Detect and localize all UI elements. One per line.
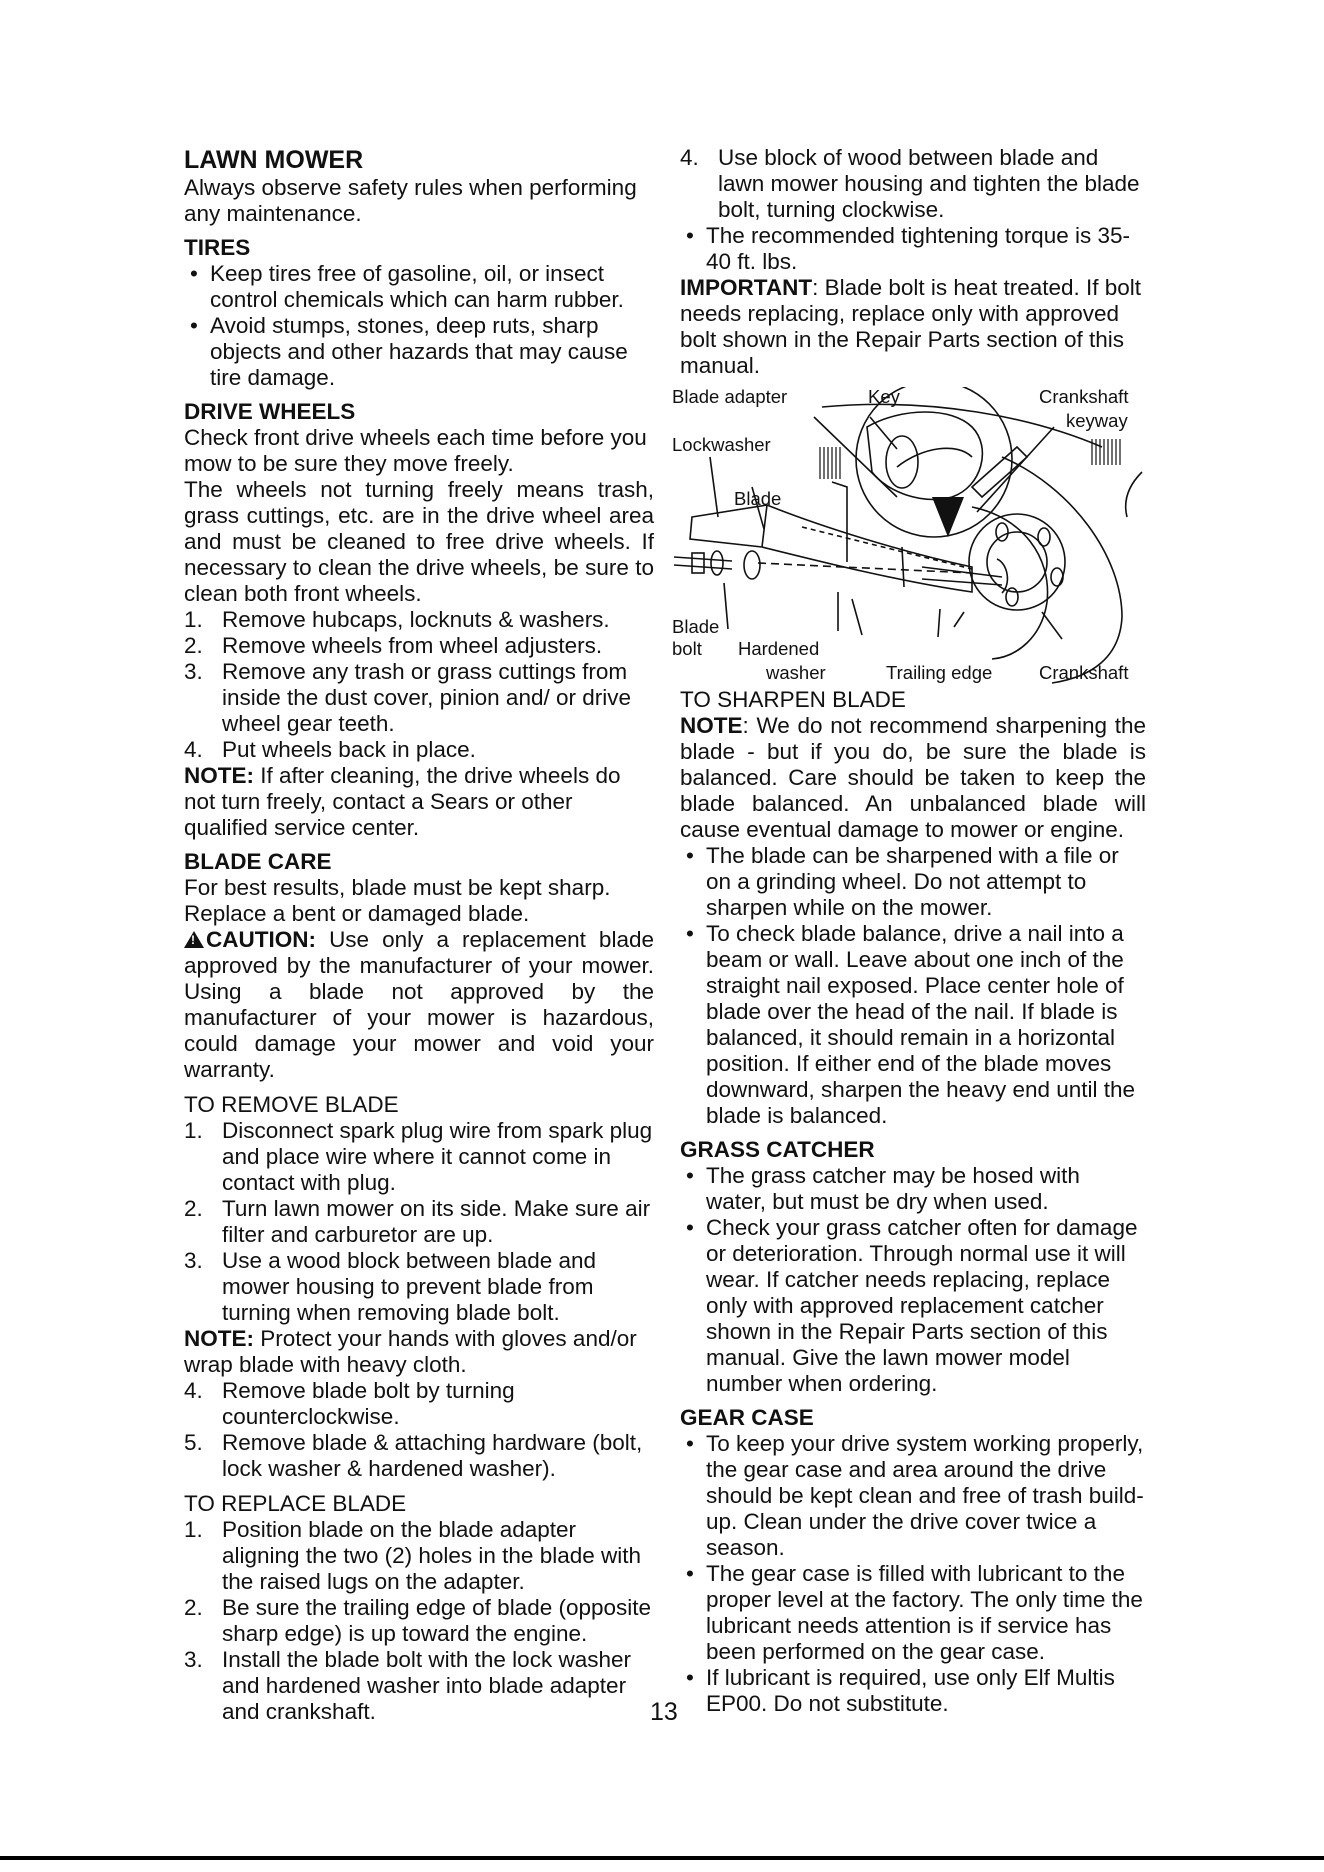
label-trailing-edge: Trailing edge	[886, 662, 993, 683]
list-item: • The blade can be sharpened with a file or on a grinding wheel. Do not attempt to sharpen while on the mower.	[680, 843, 1146, 921]
sharpen-blade-heading: TO SHARPEN BLADE	[680, 687, 906, 712]
left-column	[184, 145, 654, 1725]
label-key: Key	[868, 386, 900, 407]
list-item: 1. Disconnect spark plug wire from spark plug and place wire where it cannot come in contact with plug.	[184, 1118, 653, 1195]
list-item: 3. Use a wood block between blade and mower housing to prevent blade from turning when removing blade bolt.	[184, 1248, 597, 1325]
remove-blade-heading: TO REMOVE BLADE	[184, 1092, 399, 1117]
blade-care-para: For best results, blade must be kept sharp. Replace a bent or damaged blade.	[184, 875, 611, 926]
label-blade-bolt-2: bolt	[672, 638, 702, 659]
label-blade-adapter: Blade adapter	[672, 386, 788, 407]
right-column	[672, 145, 1146, 1717]
list-item: • If lubricant is required, use only Elf Multis EP00. Do not substitute.	[680, 1665, 1146, 1717]
list-item: • To keep your drive system working properly, the gear case and area around the drive should be kept clean and free of trash build-up. Clean under the drive cover twice a season.	[680, 1431, 1146, 1561]
list-item: • Avoid stumps, stones, deep ruts, sharp objects and other hazards that may cause tire damage.	[184, 313, 654, 391]
drive-wheels-para1: Check front drive wheels each time before you mow to be sure they move freely.	[184, 425, 647, 476]
list-item: 2. Turn lawn mower on its side. Make sure air filter and carburetor are up.	[184, 1196, 651, 1247]
grass-catcher-list	[680, 1163, 1146, 1397]
list-item: 3. Remove any trash or grass cuttings from inside the dust cover, pinion and/ or drive wheel gear teeth.	[184, 659, 631, 736]
label-blade: Blade	[734, 488, 782, 509]
blade-care-heading: BLADE CARE	[184, 849, 332, 874]
list-item: 4. Remove blade bolt by turning counterclockwise.	[184, 1378, 515, 1429]
list-item: • The gear case is filled with lubricant to the proper level at the factory. The only time the lubricant needs attention is if service has been performed on the gear case.	[680, 1561, 1146, 1665]
grass-catcher-heading: GRASS CATCHER	[680, 1137, 875, 1162]
tires-heading: TIRES	[184, 235, 251, 260]
lawn-mower-heading: LAWN MOWER	[184, 146, 364, 174]
drive-wheels-note: NOTE: If after cleaning, the drive wheels do not turn freely, contact a Sears or other qualified service center.	[184, 763, 621, 840]
gear-case-heading: GEAR CASE	[680, 1405, 814, 1430]
label-blade-bolt-1: Blade	[672, 616, 720, 637]
gear-case-list	[680, 1431, 1146, 1717]
list-item: 2. Remove wheels from wheel adjusters.	[184, 633, 603, 658]
drive-wheels-steps	[184, 607, 654, 763]
label-hardened-2: washer	[766, 662, 826, 683]
page-number: 13	[650, 1698, 678, 1726]
replace-blade-steps-cont	[680, 145, 1146, 223]
list-item: • Keep tires free of gasoline, oil, or insect control chemicals which can harm rubber.	[184, 261, 654, 313]
drive-wheels-heading: DRIVE WHEELS	[184, 399, 356, 424]
list-item: 4. Put wheels back in place.	[184, 737, 476, 762]
label-crankshaft-keyway-2: keyway	[1066, 410, 1128, 431]
remove-blade-steps-2	[184, 1378, 654, 1482]
list-item: • The grass catcher may be hosed with water, but must be dry when used.	[680, 1163, 1146, 1215]
sharpen-list	[680, 843, 1146, 1129]
label-lockwasher: Lockwasher	[672, 434, 771, 455]
replace-blade-heading: TO REPLACE BLADE	[184, 1491, 407, 1516]
sharpen-note: NOTE: We do not recommend sharpening the blade - but if you do, be sure the blade is balanced. Care should be taken to keep the blade balanced. An unbalanced blade will cause eventual damage to mower or engine.	[680, 713, 1146, 842]
warning-icon	[184, 931, 204, 948]
list-item: 2. Be sure the trailing edge of blade (opposite sharp edge) is up toward the engine.	[184, 1595, 652, 1646]
drive-wheels-para2: The wheels not turning freely means trash, grass cuttings, etc. are in the drive wheel area and must be cleaned to free drive wheels. If necessary to clean the drive wheels, be sure to clean both front wheels.	[184, 477, 654, 606]
list-item: • Check your grass catcher often for damage or deterioration. Through normal use it will wear. If catcher needs replacing, replace only with approved replacement catcher shown in the Repair Parts section of this manual. Give the lawn mower model number when ordering.	[680, 1215, 1146, 1397]
list-item: 4. Use block of wood between blade and lawn mower housing and tighten the blade bolt, turning clockwise.	[680, 145, 1140, 222]
replace-blade-steps	[184, 1517, 654, 1725]
list-item: • The recommended tightening torque is 35-40 ft. lbs.	[680, 223, 1146, 275]
label-hardened-1: Hardened	[738, 638, 820, 659]
torque-list	[680, 223, 1146, 275]
label-crankshaft-keyway-1: Crankshaft	[1039, 386, 1129, 407]
blade-care-caution: !CAUTION: Use only a replacement blade approved by the manufacturer of your mower. Using a blade not approved by the manufacturer of your mower is hazardous, could damage your mower and void your warranty.	[184, 927, 654, 1083]
important-note: IMPORTANT: Blade bolt is heat treated. If bolt needs replacing, replace only with approved bolt shown in the Repair Parts section of this manual.	[680, 275, 1142, 378]
lawn-mower-intro: Always observe safety rules when performing any maintenance.	[184, 175, 637, 226]
list-item: 1. Position blade on the blade adapter aligning the two (2) holes in the blade with the raised lugs on the adapter.	[184, 1517, 642, 1594]
remove-blade-steps	[184, 1118, 654, 1326]
remove-blade-note: NOTE: Protect your hands with gloves and/or wrap blade with heavy cloth.	[184, 1326, 637, 1377]
list-item: • To check blade balance, drive a nail into a beam or wall. Leave about one inch of the straight nail exposed. Place center hole of blade over the head of the nail. If blade is balanced, it should remain in a horizontal position. If either end of the blade moves downward, sharpen the heavy end until the blade is balanced.	[680, 921, 1146, 1129]
bottom-rule	[0, 1856, 1324, 1860]
label-crankshaft: Crankshaft	[1039, 662, 1129, 683]
list-item: 5. Remove blade & attaching hardware (bolt, lock washer & hardened washer).	[184, 1430, 643, 1481]
tires-list	[184, 261, 654, 391]
blade-assembly-diagram	[672, 387, 1148, 687]
list-item: 3. Install the blade bolt with the lock washer and hardened washer into blade adapter and crankshaft.	[184, 1647, 631, 1724]
list-item: 1. Remove hubcaps, locknuts & washers.	[184, 607, 610, 632]
